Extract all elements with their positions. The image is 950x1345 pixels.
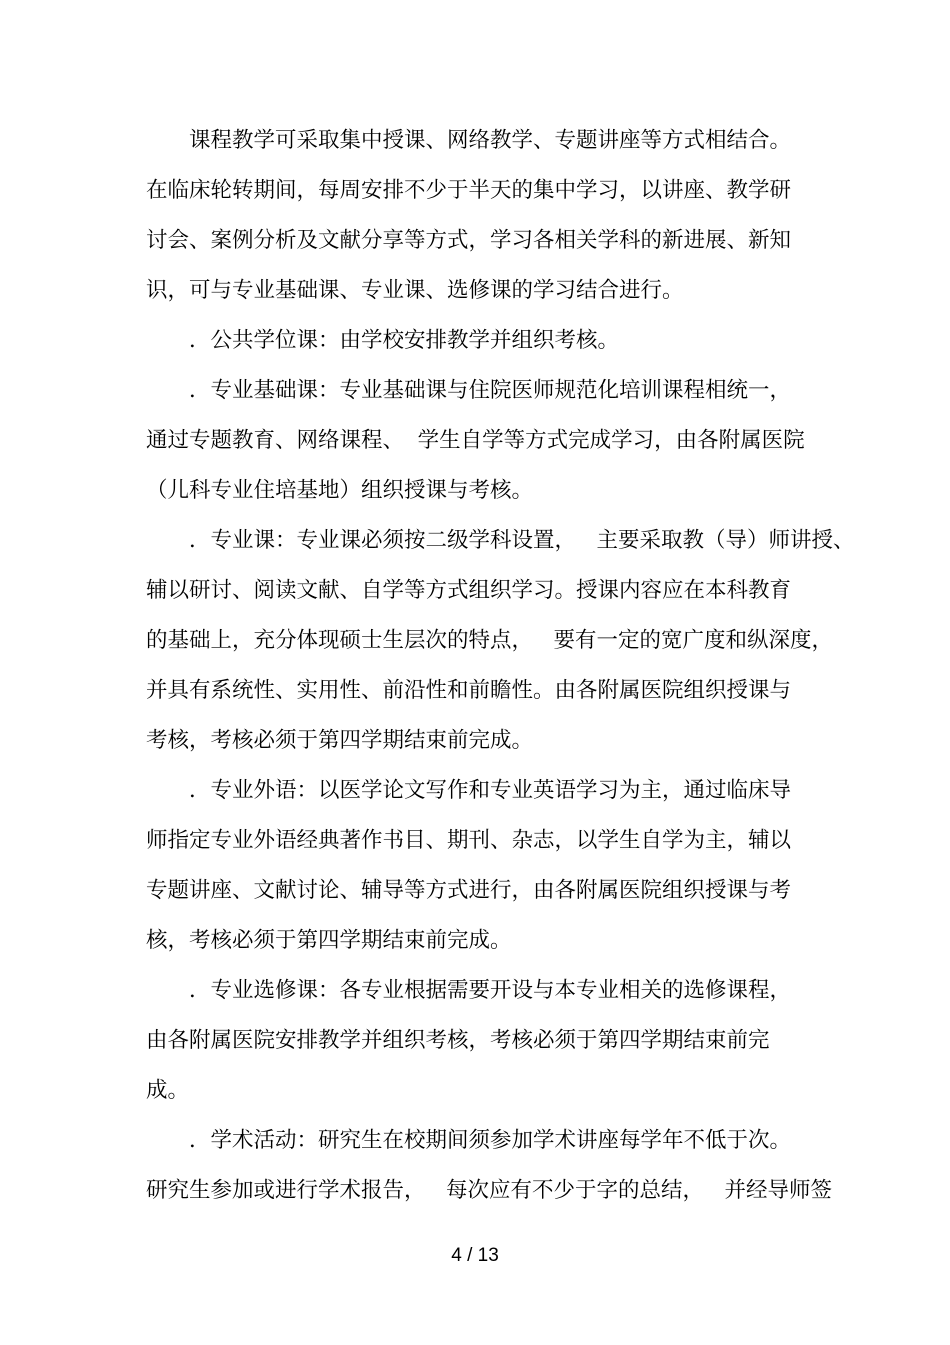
text-line: 成。 xyxy=(146,1078,190,1103)
text-line: 识，可与专业基础课、专业课、选修课的学习结合进行。 xyxy=(146,278,684,303)
text-line: 并具有系统性、实用性、前沿性和前瞻性。由各附属医院组织授课与 xyxy=(146,678,792,703)
text-line: ．学术活动：研究生在校期间须参加学术讲座每学年不低于次。 xyxy=(146,1128,792,1153)
text-line: 在临床轮转期间，每周安排不少于半天的集中学习，以讲座、教学研 xyxy=(146,178,792,203)
page-number: 4 / 13 xyxy=(451,1245,499,1266)
text-line: （儿科专业住培基地）组织授课与考核。 xyxy=(146,478,534,503)
text-line: ．专业基础课：专业基础课与住院医师规范化培训课程相统一， xyxy=(146,378,792,403)
text-line: ．专业外语：以医学论文写作和专业英语学习为主，通过临床导 xyxy=(146,778,792,803)
text-line: 专题讲座、文献讨论、辅导等方式进行，由各附属医院组织授课与考 xyxy=(146,878,792,903)
text-line: 通过专题教育、网络课程、 学生自学等方式完成学习，由各附属医院 xyxy=(146,428,805,453)
text-line: 辅以研讨、阅读文献、自学等方式组织学习。授课内容应在本科教育 xyxy=(146,578,792,603)
text-line: 的基础上，充分体现硕士生层次的特点， 要有一定的宽广度和纵深度， xyxy=(146,628,834,653)
text-line: 师指定专业外语经典著作书目、期刊、杂志，以学生自学为主，辅以 xyxy=(146,828,792,853)
text-line: 讨会、案例分析及文献分享等方式，学习各相关学科的新进展、新知 xyxy=(146,228,792,253)
text-line: 课程教学可采取集中授课、网络教学、专题讲座等方式相结合。 xyxy=(146,128,792,153)
text-line: 由各附属医院安排教学并组织考核，考核必须于第四学期结束前完 xyxy=(146,1028,770,1053)
text-line: 考核，考核必须于第四学期结束前完成。 xyxy=(146,728,534,753)
text-line: ．专业选修课：各专业根据需要开设与本专业相关的选修课程， xyxy=(146,978,792,1003)
text-line: 研究生参加或进行学术报告， 每次应有不少于字的总结， 并经导师签 xyxy=(146,1178,833,1203)
text-line: ．公共学位课：由学校安排教学并组织考核。 xyxy=(146,328,620,353)
text-line: 核，考核必须于第四学期结束前完成。 xyxy=(146,928,512,953)
text-line: ．专业课：专业课必须按二级学科设置， 主要采取教（导）师讲授、 xyxy=(146,528,855,553)
